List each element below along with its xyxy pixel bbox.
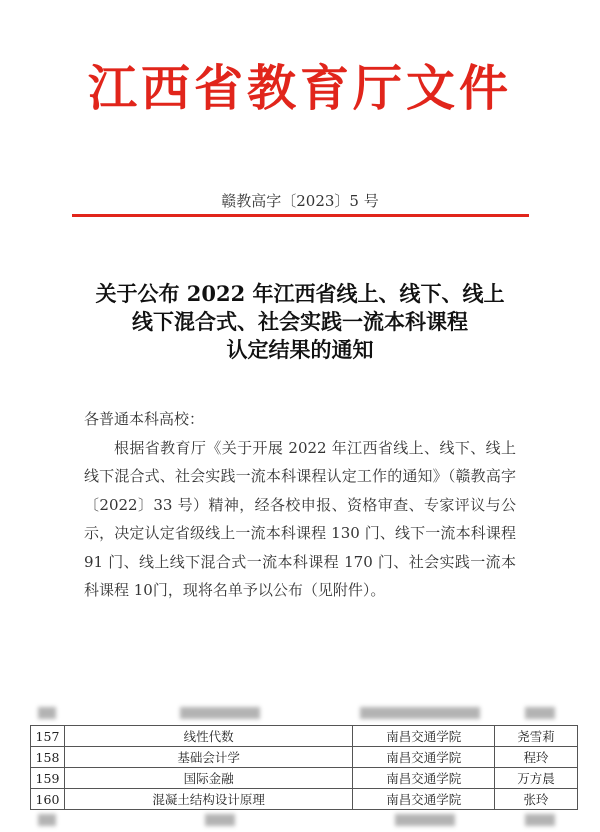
notice-body	[84, 405, 516, 605]
course-name: 线性代数	[64, 726, 352, 747]
row-number: 159	[31, 768, 65, 789]
document-masthead: 江西省教育厅文件	[87, 59, 512, 117]
school-name: 南昌交通学院	[353, 789, 495, 810]
course-name: 国际金融	[64, 768, 352, 789]
red-divider-line	[72, 214, 529, 217]
blurred-table-row	[30, 810, 578, 832]
course-leader: 程玲	[495, 747, 578, 768]
body-paragraph: 根据省教育厅《关于开展 2022 年江西省线上、线下、线上线下混合式、社会实践一流本科课程认定工作的通知》（赣教高字〔2022〕33 号）精神，经各校申报、资格审查、专家评议与公示，决定认定省级线上一流本科课程 130 门、线下一流本科课程 91 门、线上线下混合式一流本科课程 170 门、社会实践一流本科课程 10门，现将名单予以公布（见附件）。	[84, 438, 516, 599]
salutation: 各普通本科高校：	[84, 410, 205, 428]
course-leader: 尧雪莉	[495, 726, 578, 747]
document-number: 赣教高字〔2023〕5 号	[221, 192, 379, 210]
table-row	[31, 747, 578, 768]
course-name: 基础会计学	[64, 747, 352, 768]
row-number: 160	[31, 789, 65, 810]
title-line-2: 线下混合式、社会实践一流本科课程	[132, 309, 468, 334]
course-leader: 张玲	[495, 789, 578, 810]
row-number: 158	[31, 747, 65, 768]
table-row	[31, 726, 578, 747]
title-line-3: 认定结果的通知	[226, 337, 374, 362]
school-name: 南昌交通学院	[353, 726, 495, 747]
school-name: 南昌交通学院	[353, 768, 495, 789]
school-name: 南昌交通学院	[353, 747, 495, 768]
course-table	[30, 725, 578, 810]
course-name: 混凝土结构设计原理	[64, 789, 352, 810]
title-line-1: 关于公布 2022 年江西省线上、线下、线上	[95, 281, 505, 306]
course-leader: 万方晨	[495, 768, 578, 789]
notice-title	[60, 280, 540, 364]
blurred-table-header	[30, 703, 578, 725]
table-row	[31, 768, 578, 789]
row-number: 157	[31, 726, 65, 747]
table-row	[31, 789, 578, 810]
